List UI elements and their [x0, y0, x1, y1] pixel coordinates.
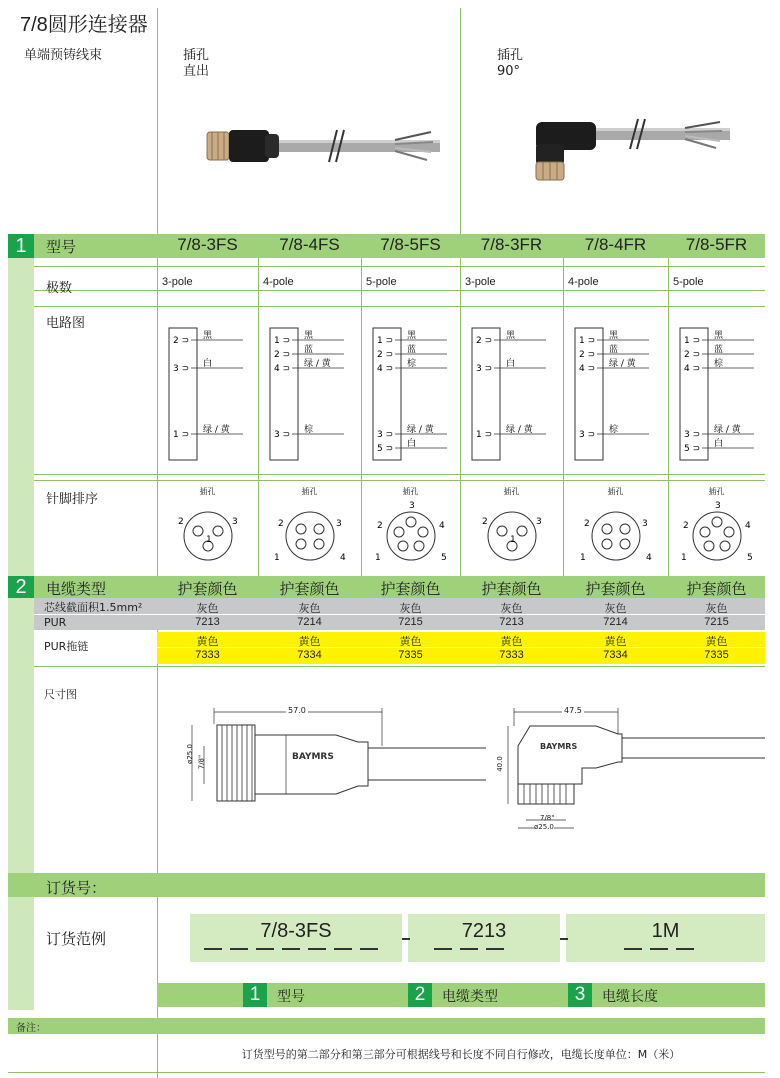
circuit-wire-color: 黑 [714, 331, 724, 341]
circuit-diagram [676, 326, 772, 466]
core-color-cell: 灰色 [298, 602, 321, 615]
pur-code-cell: 7215 [704, 616, 729, 628]
model-cell: 7/8-3FR [480, 235, 543, 254]
circuit-wire-color: 白 [506, 359, 516, 369]
straight-connector-image [205, 118, 440, 180]
pinout-pin-label: 2 [376, 521, 383, 531]
pinout-hole [213, 526, 223, 536]
pinout-caption: 插孔 [503, 487, 520, 496]
pinout-hole [602, 524, 612, 534]
core-color-cell: 灰色 [399, 602, 422, 615]
circuit-body [169, 328, 197, 460]
pinout-hole [418, 527, 428, 537]
angled-length-text: 47.5 [564, 706, 582, 715]
circuit-wire-color: 蓝 [609, 345, 619, 355]
circuit-diagram [266, 326, 362, 466]
pinout-hole [414, 541, 424, 551]
pinout-pin-label: 3 [535, 517, 542, 527]
section1-number: 1 [8, 234, 34, 258]
pinout-pin-label: 4 [438, 521, 445, 531]
pinout-pin-label: 1 [579, 553, 586, 563]
circuit-pin-number: 2 ⊃ [173, 336, 190, 346]
order-blank-dash [460, 948, 478, 950]
straight-dia-text: ø25.0 [185, 744, 194, 764]
circuit-body [575, 328, 603, 460]
header-divider-1 [157, 8, 158, 234]
circuit-body [680, 328, 708, 460]
pinout-pin-label: 3 [231, 517, 238, 527]
pinout-face [592, 512, 640, 560]
legend-text: 型号 [277, 989, 305, 1005]
straight-thread-text: 7/8" [197, 754, 206, 770]
pinout-pin-label: 4 [339, 553, 346, 563]
pinout-pin-label: 1 [205, 535, 212, 545]
order-example-label: 订货范例 [46, 930, 107, 948]
legend-text: 电缆长度 [602, 989, 658, 1005]
circuit-wire-color: 棕 [609, 425, 619, 435]
sheath-color-header: 护套颜色 [279, 580, 340, 598]
pur-label: PUR [44, 616, 67, 629]
circuit-pin-number: 3 ⊃ [476, 364, 493, 374]
circuit-pin-number: 4 ⊃ [274, 364, 291, 374]
pinout-hole [602, 539, 612, 549]
angled-brand-logo: BAYMRS [540, 742, 578, 751]
pinout-hole [314, 524, 324, 534]
circuit-pin-number: 4 ⊃ [579, 364, 596, 374]
drag-label: PUR拖链 [44, 640, 89, 653]
sheath-color-header: 护套颜色 [686, 580, 747, 598]
angled-dia-text: ø25.0 [534, 823, 554, 831]
pinout-hole [394, 527, 404, 537]
pinout-hole [517, 526, 527, 536]
pur-code-cell: 7213 [195, 616, 220, 628]
circuit-pin-number: 4 ⊃ [684, 364, 701, 374]
variant-straight-label [183, 48, 209, 80]
pinout-pin-label: 4 [744, 521, 751, 531]
order-separator [402, 938, 410, 940]
circuit-diagram [468, 326, 564, 466]
order-blank-dash [434, 948, 452, 950]
order-part1: 7/8-3FS [260, 920, 332, 942]
circuit-wire-color: 绿 / 黄 [304, 359, 331, 369]
legend-number: 3 [568, 983, 592, 1007]
circuit-body [373, 328, 401, 460]
col-divider [668, 234, 669, 594]
pinout-pin-label: 3 [641, 519, 648, 529]
order-label: 订货号： [46, 879, 107, 897]
circuit-wire-color: 棕 [304, 425, 314, 435]
pinout-hole [700, 527, 710, 537]
sheath-color-header: 护套颜色 [585, 580, 646, 598]
circuit-pin-number: 2 ⊃ [579, 350, 596, 360]
pinout-pin-label: 5 [746, 553, 753, 563]
pole-cell: 4-pole [568, 276, 599, 288]
pur-code-cell: 7214 [297, 616, 322, 628]
drag-color-cell: 黄色 [399, 635, 422, 648]
pole-cell: 5-pole [366, 276, 397, 288]
pinout-pin-label: 2 [481, 517, 488, 527]
straight-dimension-drawing [186, 706, 486, 806]
drag-color-cell: 黄色 [298, 635, 321, 648]
pinout-pin-label: 4 [645, 553, 652, 563]
pinout-diagram [472, 498, 552, 568]
order-separator [560, 938, 568, 940]
pinout-pin-label: 3 [335, 519, 342, 529]
pole-cell: 3-pole [162, 276, 193, 288]
variant-straight-line1: 插孔 [183, 48, 210, 63]
model-cell: 7/8-4FR [584, 235, 647, 254]
order-blank-dash [308, 948, 326, 950]
circuit-body [270, 328, 298, 460]
straight-brand-logo: BAYMRS [292, 752, 334, 762]
circuit-pin-number: 3 ⊃ [377, 430, 394, 440]
row-divider [34, 666, 765, 667]
circuit-wire-color: 白 [203, 359, 213, 369]
bottom-line [8, 1072, 765, 1073]
circuit-wire-color: 棕 [407, 359, 417, 369]
circuit-wire-color: 绿 / 黄 [506, 425, 533, 435]
pinout-caption: 插孔 [607, 487, 624, 496]
circuit-pin-number: 2 ⊃ [684, 350, 701, 360]
legend-number: 2 [408, 983, 432, 1007]
variant-straight-line2: 直出 [183, 64, 210, 79]
pinout-hole [296, 524, 306, 534]
section1-label: 型号 [46, 238, 77, 256]
straight-drawing-svg [186, 706, 486, 806]
pinout-hole [704, 541, 714, 551]
order-blank-dash [334, 948, 352, 950]
core-color-cell: 灰色 [705, 602, 728, 615]
pinout-pin-label: 2 [177, 517, 184, 527]
angled-connector-image [530, 114, 730, 186]
drag-color-cell: 黄色 [500, 635, 523, 648]
circuit-pin-number: 5 ⊃ [377, 444, 394, 454]
order-blank-dash [256, 948, 274, 950]
notes-text: 订货型号的第二部分和第三部分可根据线号和长度不同自行修改，电缆长度单位：M（米） [241, 1048, 681, 1061]
pinout-hole [724, 527, 734, 537]
pole-cell: 4-pole [263, 276, 294, 288]
circuit-pin-number: 5 ⊃ [684, 444, 701, 454]
pinout-hole [398, 541, 408, 551]
sheath-color-header: 护套颜色 [481, 580, 542, 598]
order-part3: 1M [651, 920, 680, 942]
circuit-wire-color: 棕 [714, 359, 724, 369]
pinout-label: 针脚排序 [46, 492, 99, 507]
variant-angled-line1: 插孔 [497, 48, 524, 63]
pinout-pin-label: 3 [408, 501, 415, 511]
drag-code-cell: 7333 [195, 649, 220, 661]
circuit-pin-number: 1 ⊃ [377, 336, 394, 346]
circuit-pin-number: 1 ⊃ [579, 336, 596, 346]
circuit-wire-color: 白 [407, 439, 417, 449]
circuit-wire-color: 黑 [304, 331, 314, 341]
order-part2: 7213 [461, 920, 507, 942]
poles-label: 极数 [46, 281, 73, 296]
pinout-hole [296, 539, 306, 549]
circuit-wire-color: 绿 / 黄 [203, 425, 230, 435]
dimension-label: 尺寸图 [44, 688, 77, 701]
angled-dimension-drawing [495, 706, 765, 836]
row-divider [34, 266, 765, 267]
angled-thread-text: 7/8" [540, 814, 555, 822]
pur-code-cell: 7214 [603, 616, 628, 628]
row-divider [34, 474, 765, 475]
circuit-wire-color: 蓝 [304, 345, 314, 355]
circuit-pin-number: 2 ⊃ [274, 350, 291, 360]
circuit-pin-number: 4 ⊃ [377, 364, 394, 374]
pinout-hole [720, 541, 730, 551]
variant-angled-label [497, 48, 523, 80]
model-cell: 7/8-5FS [380, 235, 441, 254]
angled-height-text: 40.0 [495, 756, 504, 772]
circuit-pin-number: 3 ⊃ [173, 364, 190, 374]
order-blank-dash [676, 948, 694, 950]
circuit-body [472, 328, 500, 460]
pinout-pin-label: 1 [273, 553, 280, 563]
order-blank-dash [486, 948, 504, 950]
core-color-cell: 灰色 [196, 602, 219, 615]
pinout-pin-label: 1 [374, 553, 381, 563]
circuit-wire-color: 白 [714, 439, 724, 449]
circuit-pin-number: 1 ⊃ [684, 336, 701, 346]
order-blank-dash [204, 948, 222, 950]
circuit-pin-number: 3 ⊃ [579, 430, 596, 440]
sheath-color-header: 护套颜色 [380, 580, 441, 598]
circuit-label: 电路图 [46, 316, 86, 331]
row-divider [34, 306, 765, 307]
pinout-pin-label: 2 [277, 519, 284, 529]
page-subtitle: 单端预铸线束 [24, 48, 103, 63]
drag-code-cell: 7335 [398, 649, 423, 661]
pinout-pin-label: 2 [682, 521, 689, 531]
circuit-pin-number: 1 ⊃ [476, 430, 493, 440]
drag-color-cell: 黄色 [604, 635, 627, 648]
pinout-caption: 插孔 [402, 487, 419, 496]
pinout-pin-label: 3 [714, 501, 721, 511]
notes-label: 备注： [16, 1023, 46, 1034]
core-label: 芯线截面积1.5mm² [44, 601, 143, 614]
circuit-pin-number: 2 ⊃ [377, 350, 394, 360]
circuit-diagram [571, 326, 667, 466]
model-cell: 7/8-4FS [279, 235, 340, 254]
order-bar [8, 873, 765, 897]
section2-label: 电缆类型 [46, 580, 107, 598]
pole-cell: 3-pole [465, 276, 496, 288]
drag-code-cell: 7334 [297, 649, 322, 661]
notes-bar [8, 1018, 765, 1034]
row-divider [34, 480, 765, 481]
pinout-diagram [270, 498, 350, 568]
circuit-wire-color: 蓝 [407, 345, 417, 355]
circuit-wire-color: 绿 / 黄 [714, 425, 741, 435]
legend-text: 电缆类型 [442, 989, 498, 1005]
circuit-diagram [165, 326, 261, 466]
page-title: 7/8圆形连接器 [20, 14, 148, 36]
circuit-wire-color: 黑 [506, 331, 516, 341]
sheath-color-header: 护套颜色 [177, 580, 238, 598]
pinout-pin-label: 5 [440, 553, 447, 563]
drag-code-cell: 7335 [704, 649, 729, 661]
col-divider [157, 234, 158, 594]
order-blank-dash [650, 948, 668, 950]
pinout-face [286, 512, 334, 560]
pinout-pin-label: 1 [680, 553, 687, 563]
pinout-hole [314, 539, 324, 549]
circuit-wire-color: 黑 [609, 331, 619, 341]
row-divider [34, 290, 765, 291]
pinout-hole [712, 517, 722, 527]
order-blank-dash [360, 948, 378, 950]
core-color-cell: 灰色 [500, 602, 523, 615]
circuit-pin-number: 3 ⊃ [274, 430, 291, 440]
model-cell: 7/8-3FS [177, 235, 238, 254]
circuit-wire-color: 黑 [203, 331, 213, 341]
pinout-caption: 插孔 [199, 487, 216, 496]
model-cell: 7/8-5FR [685, 235, 748, 254]
pinout-hole [497, 526, 507, 536]
pinout-diagram [576, 498, 656, 568]
pinout-pin-label: 1 [509, 535, 516, 545]
circuit-pin-number: 1 ⊃ [173, 430, 190, 440]
pinout-diagram [371, 498, 451, 568]
pinout-caption: 插孔 [708, 487, 725, 496]
legend-number: 1 [243, 983, 267, 1007]
straight-length-text: 57.0 [288, 706, 306, 715]
pinout-hole [193, 526, 203, 536]
circuit-wire-color: 黑 [407, 331, 417, 341]
circuit-wire-color: 绿 / 黄 [407, 425, 434, 435]
header-divider-2 [460, 8, 461, 234]
section2-number: 2 [8, 576, 34, 598]
order-blank-dash [230, 948, 248, 950]
pinout-diagram [168, 498, 248, 568]
order-blank-dash [624, 948, 642, 950]
pinout-hole [620, 524, 630, 534]
circuit-diagram [369, 326, 465, 466]
circuit-pin-number: 2 ⊃ [476, 336, 493, 346]
drag-code-cell: 7334 [603, 649, 628, 661]
order-blank-dash [282, 948, 300, 950]
drag-code-cell: 7333 [499, 649, 524, 661]
pinout-diagram [677, 498, 757, 568]
variant-angled-line2: 90° [497, 64, 521, 79]
pinout-caption: 插孔 [301, 487, 318, 496]
drag-color-cell: 黄色 [196, 635, 219, 648]
circuit-wire-color: 绿 / 黄 [609, 359, 636, 369]
circuit-wire-color: 蓝 [714, 345, 724, 355]
pinout-pin-label: 2 [583, 519, 590, 529]
pinout-hole [620, 539, 630, 549]
circuit-pin-number: 3 ⊃ [684, 430, 701, 440]
circuit-pin-number: 1 ⊃ [274, 336, 291, 346]
pur-code-cell: 7213 [499, 616, 524, 628]
pinout-hole [406, 517, 416, 527]
drag-color-cell: 黄色 [705, 635, 728, 648]
pole-cell: 5-pole [673, 276, 704, 288]
core-color-cell: 灰色 [604, 602, 627, 615]
pur-code-cell: 7215 [398, 616, 423, 628]
